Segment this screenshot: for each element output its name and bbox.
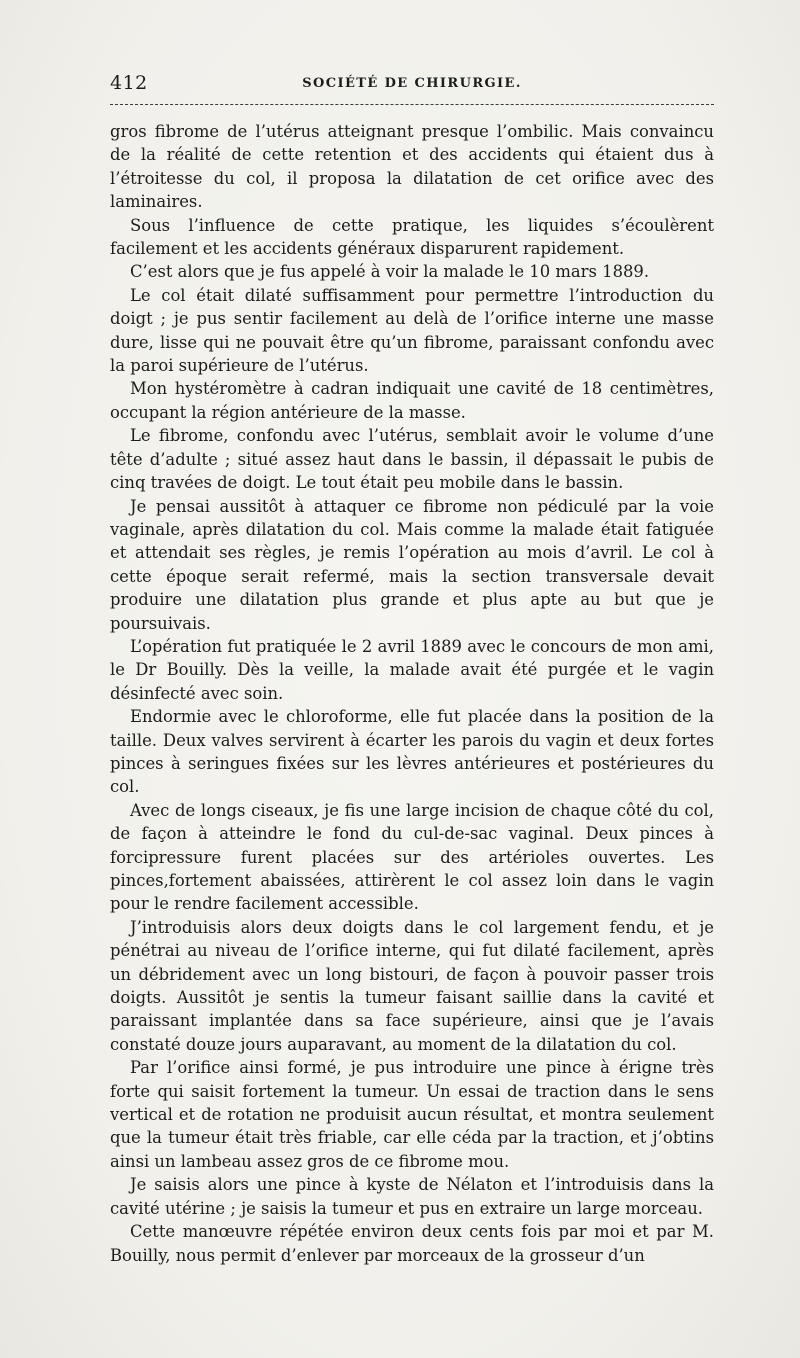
- page-number: 412: [110, 72, 148, 94]
- paragraph: Je pensai aussitôt à attaquer ce fibrome non pédiculé par la voie vaginale, après dilatation du col. Mais comme la malade était fatiguée et attendait ses règles, je remis l’opération au mois d’avril. Le col à cette époque serait refermé, mais la section transversale devait produire une dilatation plus grande et plus apte au but que je poursuivais.: [110, 496, 714, 633]
- paragraph: Avec de longs ciseaux, je fis une large incision de chaque côté du col, de façon à atteindre le fond du cul-de-sac vaginal. Deux pinces à forcipressure furent placées sur des artérioles ouvertes. Les pinces,fortement abaissées, attirèrent le col assez loin dans le vagin pour le rendre facilement accessible.: [110, 800, 714, 914]
- body-text: [110, 120, 714, 1267]
- paragraph: Le fibrome, confondu avec l’utérus, semblait avoir le volume d’une tête d’adulte ; situé assez haut dans le bassin, il dépassait le pubis de cinq travées de doigt. Le tout était peu mobile dans le bassin.: [110, 426, 714, 493]
- paragraph: Sous l’influence de cette pratique, les liquides s’écoulèrent facilement et les accidents généraux disparurent rapidement.: [110, 215, 714, 259]
- paragraph: Le col était dilaté suffisamment pour permettre l’introduction du doigt ; je pus sentir facilement au delà de l’orifice interne une masse dure, lisse qui ne pouvait être qu’un fibrome, paraissant confondu avec la paroi supérieure de l’utérus.: [110, 285, 714, 376]
- paragraph: Je saisis alors une pince à kyste de Nélaton et l’introduisis dans la cavité utérine ; je saisis la tumeur et pus en extraire un large morceau.: [110, 1175, 714, 1218]
- page-header: [110, 72, 714, 98]
- paragraph: Mon hystéromètre à cadran indiquait une cavité de 18 centimètres, occupant la région antérieure de la masse.: [110, 379, 714, 422]
- paragraph: C’est alors que je fus appelé à voir la malade le 10 mars 1889.: [130, 262, 650, 282]
- paragraph: L’opération fut pratiquée le 2 avril 1889 avec le concours de mon ami, le Dr Bouilly. Dès la veille, la malade avait été purgée et le vagin désinfecté avec soin.: [110, 636, 714, 703]
- paragraph: gros fibrome de l’utérus atteignant presque l’ombilic. Mais convaincu de la réalité de cette retention et des accidents qui étaient dus à l’étroitesse du col, il proposa la dilatation de cet orifice avec des laminaires.: [110, 122, 714, 212]
- running-title: SOCIÉTÉ DE CHIRURGIE.: [302, 76, 522, 91]
- header-rule: [110, 104, 714, 105]
- paragraph: J’introduisis alors deux doigts dans le col largement fendu, et je pénétrai au niveau de l’orifice interne, qui fut dilaté facilement, après un débridement avec un long bistouri, de façon à pouvoir passer trois doigts. Aussitôt je sentis la tumeur faisant saillie dans la cavité et paraissant implantée dans sa face supérieure, ainsi que je l’avais constaté douze jours auparavant, au moment de la dilatation du col.: [110, 917, 714, 1054]
- paragraph: Par l’orifice ainsi formé, je pus introduire une pince à érigne très forte qui saisit fortement la tumeur. Un essai de traction dans le sens vertical et de rotation ne produisit aucun résultat, et montra seulement que la tumeur était très friable, car elle céda par la traction, et j’obtins ainsi un lambeau assez gros de ce fibrome mou.: [110, 1058, 714, 1171]
- paragraph: Cette manœuvre répétée environ deux cents fois par moi et par M. Bouilly, nous permit d’enlever par morceaux de la grosseur d’un: [110, 1222, 714, 1265]
- paragraph: Endormie avec le chloroforme, elle fut placée dans la position de la taille. Deux valves servirent à écarter les parois du vagin et deux fortes pinces à seringues fixées sur les lèvres antérieures et postérieures du col.: [110, 707, 714, 797]
